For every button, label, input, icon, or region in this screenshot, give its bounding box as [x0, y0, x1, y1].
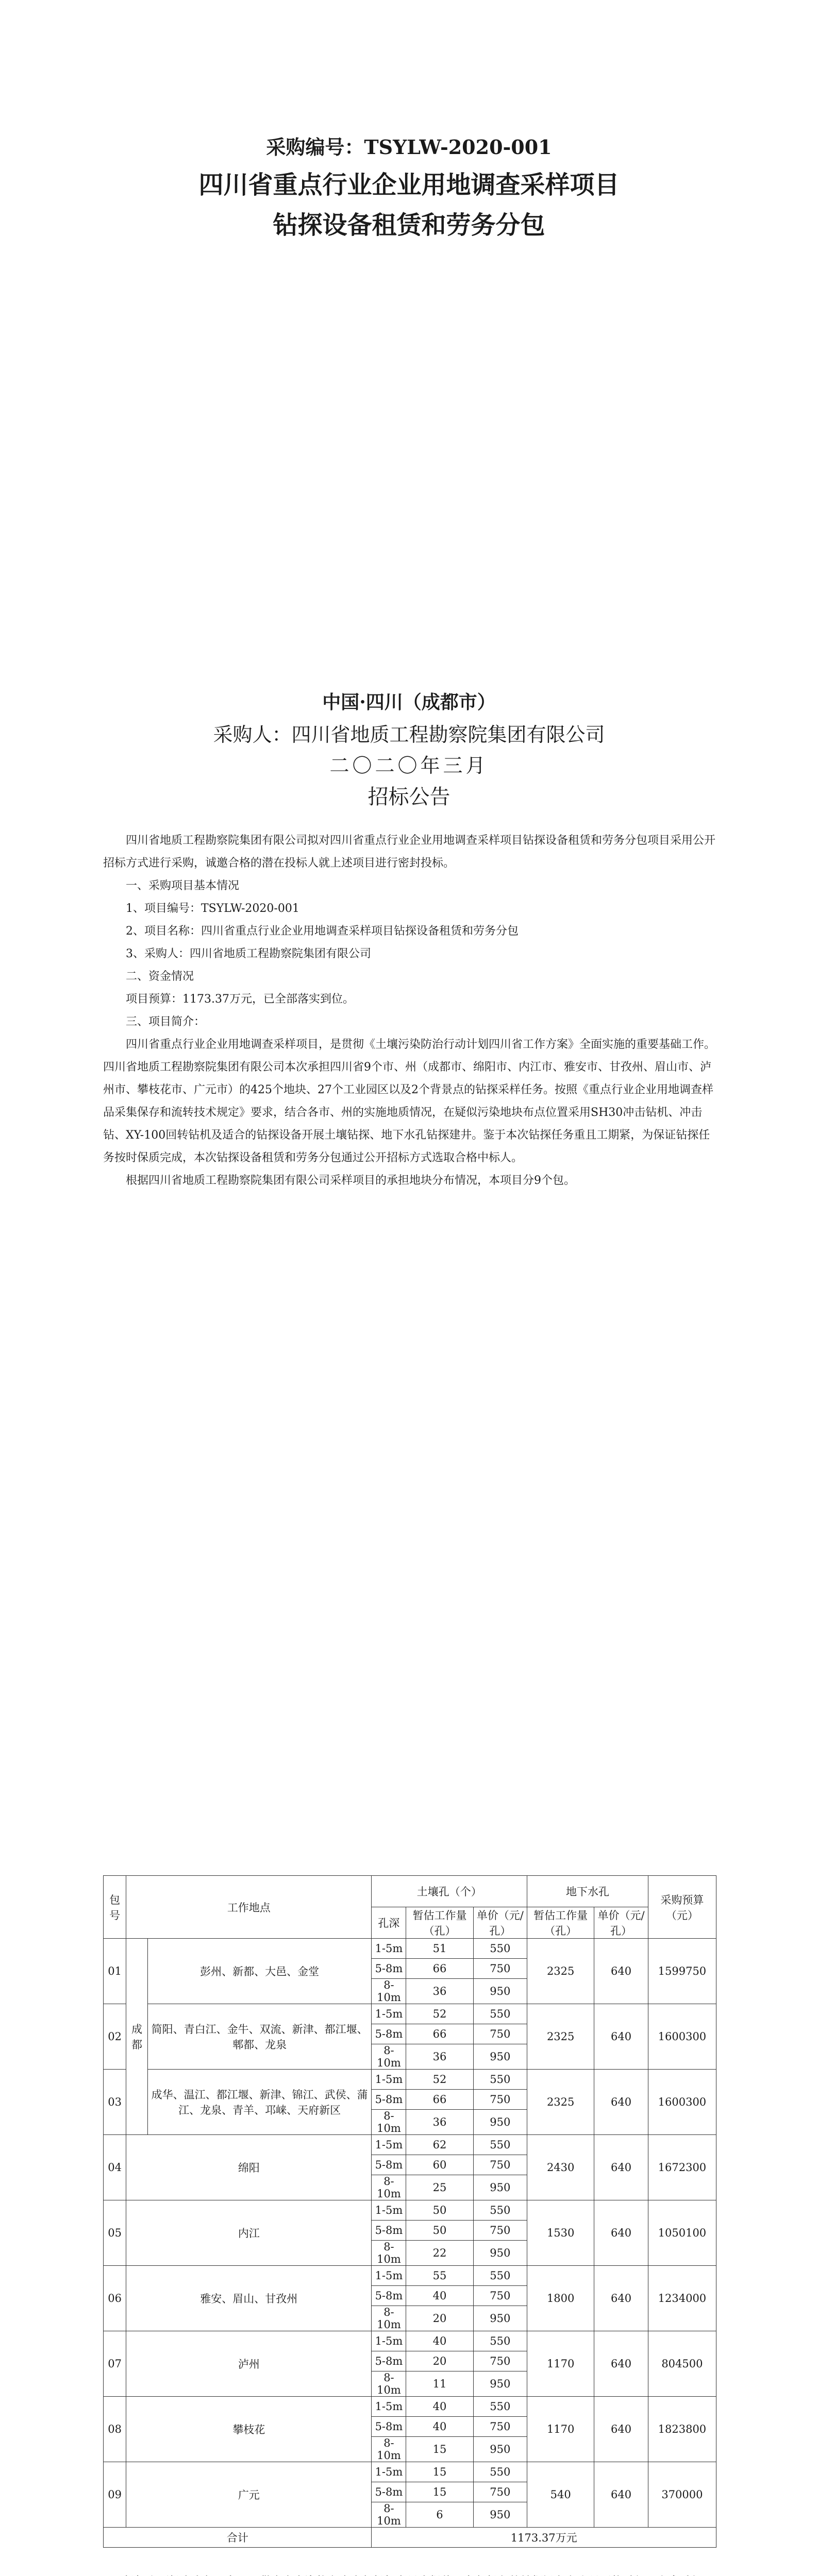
table-row	[104, 1939, 716, 1959]
cell-depth: 1-5m	[372, 2135, 406, 2155]
issue-date: 二〇二〇年三月	[329, 754, 489, 777]
cell-soil-price: 750	[473, 2024, 527, 2044]
table-row	[104, 2135, 716, 2155]
cell-budget: 1599750	[648, 1939, 716, 2004]
cell-depth: 1-5m	[372, 2331, 406, 2351]
cell-pkg: 02	[104, 2004, 126, 2070]
project-name: 2、项目名称：四川省重点行业企业用地调查采样项目钻探设备租赁和劳务分包	[126, 925, 519, 938]
cell-soil-qty: 25	[406, 2175, 473, 2200]
cell-soil-price: 550	[473, 2200, 527, 2221]
package-table	[103, 1875, 716, 2548]
cell-budget: 1050100	[648, 2200, 716, 2266]
cell-depth: 5-8m	[372, 2286, 406, 2306]
cell-pkg: 09	[104, 2462, 126, 2528]
cell-soil-price: 550	[473, 2462, 527, 2482]
cell-soil-qty: 6	[406, 2502, 473, 2528]
cell-soil-qty: 40	[406, 2397, 473, 2417]
cell-soil-qty: 62	[406, 2135, 473, 2155]
cell-budget: 1234000	[648, 2266, 716, 2331]
cell-depth: 1-5m	[372, 2266, 406, 2286]
project-title-line1: 四川省重点行业企业用地调查采样项目	[198, 171, 620, 199]
document-type: 招标公告	[368, 785, 450, 809]
cell-depth: 8-10m	[372, 2110, 406, 2135]
cell-area: 攀枝花	[126, 2397, 372, 2462]
table-row	[104, 2331, 716, 2351]
cell-gw-price: 640	[594, 2397, 648, 2462]
cell-gw-qty: 2325	[527, 2004, 594, 2070]
cell-soil-price: 550	[473, 2135, 527, 2155]
cell-soil-qty: 36	[406, 1979, 473, 2004]
cell-gw-qty: 1800	[527, 2266, 594, 2331]
cell-depth: 8-10m	[372, 2502, 406, 2528]
cell-depth: 1-5m	[372, 2200, 406, 2221]
cell-soil-price: 750	[473, 2090, 527, 2110]
cell-gw-qty: 2325	[527, 1939, 594, 2004]
cell-pkg: 08	[104, 2397, 126, 2462]
cell-soil-qty: 15	[406, 2437, 473, 2462]
project-number: 1、项目编号：TSYLW-2020-001	[126, 902, 299, 915]
cell-depth: 5-8m	[372, 2090, 406, 2110]
cell-soil-qty: 40	[406, 2331, 473, 2351]
th-budget: 采购预算（元）	[648, 1876, 716, 1939]
cell-soil-price: 950	[473, 2502, 527, 2528]
cell-pkg: 01	[104, 1939, 126, 2004]
cell-depth: 8-10m	[372, 2306, 406, 2331]
th-gw-price: 单价（元/孔）	[594, 1907, 648, 1939]
cell-depth: 1-5m	[372, 2070, 406, 2090]
cell-soil-price: 750	[473, 2286, 527, 2306]
cell-depth: 1-5m	[372, 2397, 406, 2417]
table-row	[104, 2266, 716, 2286]
cell-pkg: 07	[104, 2331, 126, 2397]
cell-soil-qty: 36	[406, 2110, 473, 2135]
cell-soil-price: 750	[473, 2417, 527, 2437]
cell-budget: 1600300	[648, 2004, 716, 2070]
cell-gw-qty: 540	[527, 2462, 594, 2528]
th-area: 工作地点	[126, 1876, 372, 1939]
cell-soil-price: 950	[473, 2306, 527, 2331]
cell-depth: 1-5m	[372, 2462, 406, 2482]
cell-depth: 5-8m	[372, 2155, 406, 2175]
cell-region: 成都	[126, 1939, 148, 2135]
project-overview: 四川省重点行业企业用地调查采样项目，是贯彻《土壤污染防治行动计划四川省工作方案》全面实施的重要基础工作。四川省地质工程勘察院集团有限公司本次承担四川省9个市、州（成都市、绵阳市、内江市、雅安市、甘孜州、眉山市、泸州市、攀枝花市、广元市）的425个地块、27个工业园区以及2个背景点的钻探采样任务。按照《重点行业企业用地调查样品采集保存和流转技术规定》要求，结合各市、州的实施地质情况，在疑似污染地块布点位置采用SH30冲击钻机、冲击钻、XY-100回转钻机及适合的钻探设备开展土壤钻探、地下水孔钻探建井。鉴于本次钻探任务重且工期紧，为保证钻探任务按时保质完成，本次钻探设备租赁和劳务分包通过公开招标方式选取合格中标人。	[103, 1038, 716, 1164]
cell-soil-price: 550	[473, 2331, 527, 2351]
procurement-number: 采购编号：TSYLW-2020-001	[266, 135, 552, 159]
cell-soil-price: 950	[473, 2110, 527, 2135]
cell-soil-price: 750	[473, 2155, 527, 2175]
cell-area: 彭州、新都、大邑、金堂	[147, 1939, 372, 2004]
table-header-row-1	[104, 1876, 716, 1907]
cell-depth: 8-10m	[372, 2241, 406, 2266]
cell-gw-qty: 1170	[527, 2331, 594, 2397]
th-soil-qty: 暂估工作量（孔）	[406, 1907, 473, 1939]
cell-depth: 8-10m	[372, 1979, 406, 2004]
cell-soil-price: 750	[473, 1959, 527, 1979]
cell-area: 雅安、眉山、甘孜州	[126, 2266, 372, 2331]
cell-area: 泸州	[126, 2331, 372, 2397]
section3-heading: 三、项目简介：	[126, 1015, 206, 1028]
cell-depth: 8-10m	[372, 2437, 406, 2462]
cell-soil-price: 750	[473, 2482, 527, 2502]
cell-depth: 5-8m	[372, 2024, 406, 2044]
cell-depth: 8-10m	[372, 2044, 406, 2070]
cell-budget: 804500	[648, 2331, 716, 2397]
section1-heading: 一、采购项目基本情况	[126, 879, 240, 892]
cell-area: 成华、温江、都江堰、新津、锦江、武侯、蒲江、龙泉、青羊、邛崃、天府新区	[147, 2070, 372, 2135]
cell-soil-price: 550	[473, 1939, 527, 1959]
total-label: 合计	[104, 2528, 372, 2548]
cell-soil-qty: 15	[406, 2462, 473, 2482]
cell-soil-qty: 50	[406, 2200, 473, 2221]
th-gw-qty: 暂估工作量（孔）	[527, 1907, 594, 1939]
cell-gw-price: 640	[594, 2462, 648, 2528]
cell-depth: 5-8m	[372, 2221, 406, 2241]
cell-soil-price: 550	[473, 2397, 527, 2417]
cell-soil-qty: 36	[406, 2044, 473, 2070]
cell-depth: 5-8m	[372, 2351, 406, 2371]
table-row	[104, 2200, 716, 2221]
total-row	[104, 2528, 716, 2548]
table-row	[104, 2462, 716, 2482]
cell-gw-qty: 2325	[527, 2070, 594, 2135]
cell-soil-price: 550	[473, 2004, 527, 2024]
cell-gw-price: 640	[594, 2004, 648, 2070]
th-soil: 土壤孔（个）	[372, 1876, 527, 1907]
cell-budget: 1823800	[648, 2397, 716, 2462]
project-buyer: 3、采购人：四川省地质工程勘察院集团有限公司	[126, 947, 371, 960]
cell-gw-price: 640	[594, 2200, 648, 2266]
cell-soil-qty: 40	[406, 2417, 473, 2437]
table-row	[104, 2397, 716, 2417]
total-value: 1173.37万元	[372, 2528, 716, 2548]
cell-soil-qty: 66	[406, 2090, 473, 2110]
table-row	[104, 2004, 716, 2024]
cell-gw-qty: 1170	[527, 2397, 594, 2462]
cell-soil-qty: 52	[406, 2004, 473, 2024]
cell-depth: 8-10m	[372, 2175, 406, 2200]
cell-soil-qty: 52	[406, 2070, 473, 2090]
cell-gw-price: 640	[594, 2266, 648, 2331]
cell-depth: 1-5m	[372, 2004, 406, 2024]
note-1	[124, 2571, 716, 2576]
budget-text: 项目预算：1173.37万元，已全部落实到位。	[126, 993, 354, 1006]
cell-soil-qty: 15	[406, 2482, 473, 2502]
cell-soil-price: 550	[473, 2070, 527, 2090]
package-intro: 根据四川省地质工程勘察院集团有限公司采样项目的承担地块分布情况，本项目分9个包。	[126, 1174, 576, 1187]
cell-depth: 5-8m	[372, 1959, 406, 1979]
cell-pkg: 04	[104, 2135, 126, 2200]
cell-gw-qty: 2430	[527, 2135, 594, 2200]
section2-heading: 二、资金情况	[126, 970, 194, 983]
th-soil-price: 单价（元/孔）	[473, 1907, 527, 1939]
region-label: 中国·四川（成都市）	[322, 691, 496, 713]
th-pkg: 包号	[104, 1876, 126, 1939]
notes-block	[103, 2571, 716, 2576]
intro-paragraph: 四川省地质工程勘察院集团有限公司拟对四川省重点行业企业用地调查采样项目钻探设备租赁和劳务分包项目采用公开招标方式进行采购，诚邀合格的潜在投标人就上述项目进行密封投标。	[103, 834, 716, 870]
cell-area: 广元	[126, 2462, 372, 2528]
th-gw: 地下水孔	[527, 1876, 648, 1907]
cell-soil-qty: 50	[406, 2221, 473, 2241]
cell-depth: 1-5m	[372, 1939, 406, 1959]
cell-depth: 5-8m	[372, 2417, 406, 2437]
cell-soil-qty: 22	[406, 2241, 473, 2266]
cell-soil-price: 750	[473, 2221, 527, 2241]
cell-area: 绵阳	[126, 2135, 372, 2200]
cell-soil-price: 950	[473, 2175, 527, 2200]
cell-soil-price: 950	[473, 1979, 527, 2004]
cell-gw-price: 640	[594, 2070, 648, 2135]
cell-area: 简阳、青白江、金牛、双流、新津、都江堰、郫都、龙泉	[147, 2004, 372, 2070]
buyer-line: 采购人：四川省地质工程勘察院集团有限公司	[213, 723, 605, 746]
cell-pkg: 06	[104, 2266, 126, 2331]
cell-soil-price: 950	[473, 2241, 527, 2266]
cell-soil-price: 950	[473, 2044, 527, 2070]
cell-area: 内江	[126, 2200, 372, 2266]
cell-gw-price: 640	[594, 1939, 648, 2004]
cell-soil-qty: 40	[406, 2286, 473, 2306]
cell-soil-qty: 20	[406, 2351, 473, 2371]
cell-soil-qty: 66	[406, 2024, 473, 2044]
cell-soil-qty: 66	[406, 1959, 473, 1979]
table-row	[104, 2070, 716, 2090]
cell-gw-price: 640	[594, 2331, 648, 2397]
cell-soil-qty: 60	[406, 2155, 473, 2175]
th-soil-depth: 孔深	[372, 1907, 406, 1939]
cell-soil-price: 950	[473, 2437, 527, 2462]
cell-depth: 8-10m	[372, 2371, 406, 2397]
cell-depth: 5-8m	[372, 2482, 406, 2502]
cell-soil-price: 550	[473, 2266, 527, 2286]
intro-block	[103, 829, 716, 1192]
cell-soil-price: 750	[473, 2351, 527, 2371]
cell-pkg: 03	[104, 2070, 126, 2135]
cell-pkg: 05	[104, 2200, 126, 2266]
cell-soil-qty: 20	[406, 2306, 473, 2331]
cell-soil-qty: 55	[406, 2266, 473, 2286]
cell-soil-price: 950	[473, 2371, 527, 2397]
project-title-line2: 钻探设备租赁和劳务分包	[273, 211, 545, 240]
cell-budget: 1600300	[648, 2070, 716, 2135]
cell-budget: 1672300	[648, 2135, 716, 2200]
cell-budget: 370000	[648, 2462, 716, 2528]
cell-gw-price: 640	[594, 2135, 648, 2200]
cell-gw-qty: 1530	[527, 2200, 594, 2266]
cell-soil-qty: 51	[406, 1939, 473, 1959]
cell-soil-qty: 11	[406, 2371, 473, 2397]
